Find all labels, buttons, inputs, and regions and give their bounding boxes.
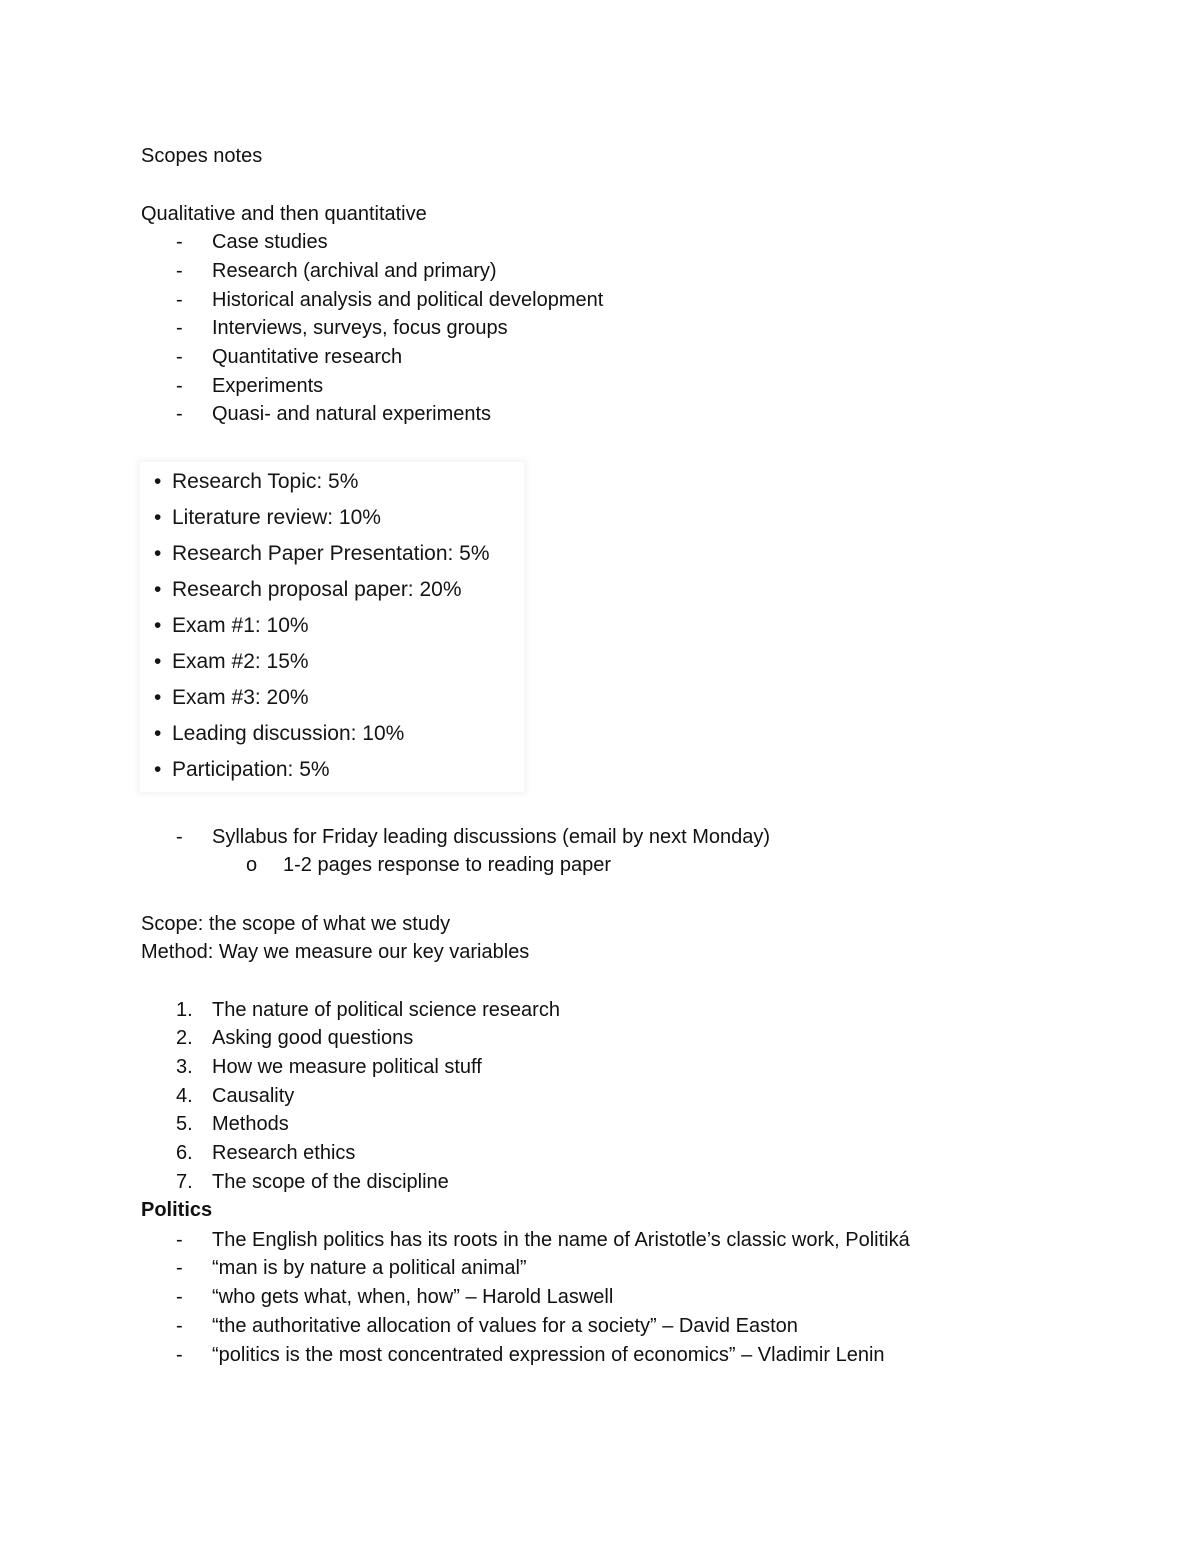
number-marker: 4.: [176, 1085, 193, 1107]
list-item-text: Causality: [212, 1085, 295, 1107]
grading-item: [154, 718, 404, 750]
scope-definition: Scope: the scope of what we study: [141, 913, 451, 935]
grading-item-text: Research Topic: 5%: [172, 470, 359, 493]
bullet-marker: •: [154, 506, 162, 529]
list-item: [0, 286, 1200, 314]
dash-marker: -: [176, 260, 183, 282]
list-item: [0, 400, 1200, 428]
list-item-text: Historical analysis and political development: [212, 289, 604, 311]
list-item-text: Quantitative research: [212, 346, 403, 368]
list-item: [0, 1254, 1200, 1282]
politics-heading: Politics: [141, 1199, 213, 1221]
list-item: [0, 1168, 1200, 1196]
list-item: [0, 257, 1200, 285]
number-marker: 5.: [176, 1113, 193, 1135]
list-item-text: Research (archival and primary): [212, 260, 497, 282]
list-item: [0, 996, 1200, 1024]
list-item: [0, 1226, 1200, 1254]
list-item: [0, 1024, 1200, 1052]
list-item-text: The nature of political science research: [212, 999, 560, 1021]
intro-heading: Qualitative and then quantitative: [141, 203, 427, 225]
bullet-marker: •: [154, 470, 162, 493]
list-item-text: “politics is the most concentrated expression of economics” – Vladimir Lenin: [212, 1344, 885, 1366]
number-marker: 1.: [176, 999, 193, 1021]
grading-item: [154, 502, 381, 534]
dash-marker: -: [176, 375, 183, 397]
list-item: [0, 228, 1200, 256]
list-item: [0, 343, 1200, 371]
list-item: [0, 1341, 1200, 1369]
grading-item: [154, 646, 309, 678]
number-marker: 2.: [176, 1027, 193, 1049]
bullet-marker: •: [154, 542, 162, 565]
list-item: [0, 1053, 1200, 1081]
number-marker: 3.: [176, 1056, 193, 1078]
dash-marker: -: [176, 826, 183, 848]
grading-item-text: Research proposal paper: 20%: [172, 578, 462, 601]
grading-item-text: Leading discussion: 10%: [172, 722, 405, 745]
grading-item-text: Literature review: 10%: [172, 506, 381, 529]
dash-marker: -: [176, 1229, 183, 1251]
grading-item: [154, 754, 330, 786]
list-item: [0, 372, 1200, 400]
grading-item-text: Exam #3: 20%: [172, 686, 309, 709]
list-item-text: Quasi- and natural experiments: [212, 403, 492, 425]
list-item-text: The scope of the discipline: [212, 1171, 449, 1193]
number-marker: 7.: [176, 1171, 193, 1193]
grading-item: [154, 466, 358, 498]
list-item-text: Asking good questions: [212, 1027, 414, 1049]
dash-marker: -: [176, 1257, 183, 1279]
bullet-marker: •: [154, 650, 162, 673]
dash-marker: -: [176, 1344, 183, 1366]
dash-marker: -: [176, 231, 183, 253]
dash-marker: -: [176, 317, 183, 339]
grading-item-text: Exam #2: 15%: [172, 650, 309, 673]
grading-item: [154, 682, 309, 714]
list-item-text: Methods: [212, 1113, 289, 1135]
dash-marker: -: [176, 1286, 183, 1308]
list-item-text: “man is by nature a political animal”: [212, 1257, 527, 1279]
list-item: [0, 1110, 1200, 1138]
sub-bullet-marker: o: [246, 854, 258, 876]
list-item: [0, 314, 1200, 342]
bullet-marker: •: [154, 686, 162, 709]
list-item-text: Interviews, surveys, focus groups: [212, 317, 508, 339]
bullet-marker: •: [154, 722, 162, 745]
grading-item: [154, 538, 490, 570]
bullet-marker: •: [154, 578, 162, 601]
list-item-text: Experiments: [212, 375, 324, 397]
grading-item: [154, 610, 309, 642]
grading-item-text: Research Paper Presentation: 5%: [172, 542, 490, 565]
page-title: Scopes notes: [141, 145, 263, 167]
list-item-text: The English politics has its roots in the name of Aristotle’s classic work, Politiká: [212, 1229, 910, 1251]
grading-item: [154, 574, 462, 606]
dash-marker: -: [176, 1315, 183, 1337]
grading-item-text: Participation: 5%: [172, 758, 330, 781]
bullet-marker: •: [154, 614, 162, 637]
grading-item-text: Exam #1: 10%: [172, 614, 309, 637]
dash-marker: -: [176, 403, 183, 425]
list-item-text: How we measure political stuff: [212, 1056, 482, 1078]
list-item-text: Case studies: [212, 231, 328, 253]
syllabus-subnote-text: 1-2 pages response to reading paper: [283, 854, 612, 876]
grading-breakdown-image: [140, 462, 524, 792]
syllabus-note-text: Syllabus for Friday leading discussions (email by next Monday): [212, 826, 771, 848]
list-item: [0, 1312, 1200, 1340]
list-item-text: “the authoritative allocation of values for a society” – David Easton: [212, 1315, 798, 1337]
list-item-text: “who gets what, when, how” – Harold Laswell: [212, 1286, 614, 1308]
syllabus-note: [0, 823, 1200, 851]
bullet-marker: •: [154, 758, 162, 781]
dash-marker: -: [176, 346, 183, 368]
dash-marker: -: [176, 289, 183, 311]
list-item-text: Research ethics: [212, 1142, 356, 1164]
method-definition: Method: Way we measure our key variables: [141, 941, 530, 963]
list-item: [0, 1139, 1200, 1167]
syllabus-subnote: [0, 851, 1200, 879]
list-item: [0, 1283, 1200, 1311]
number-marker: 6.: [176, 1142, 193, 1164]
list-item: [0, 1082, 1200, 1110]
